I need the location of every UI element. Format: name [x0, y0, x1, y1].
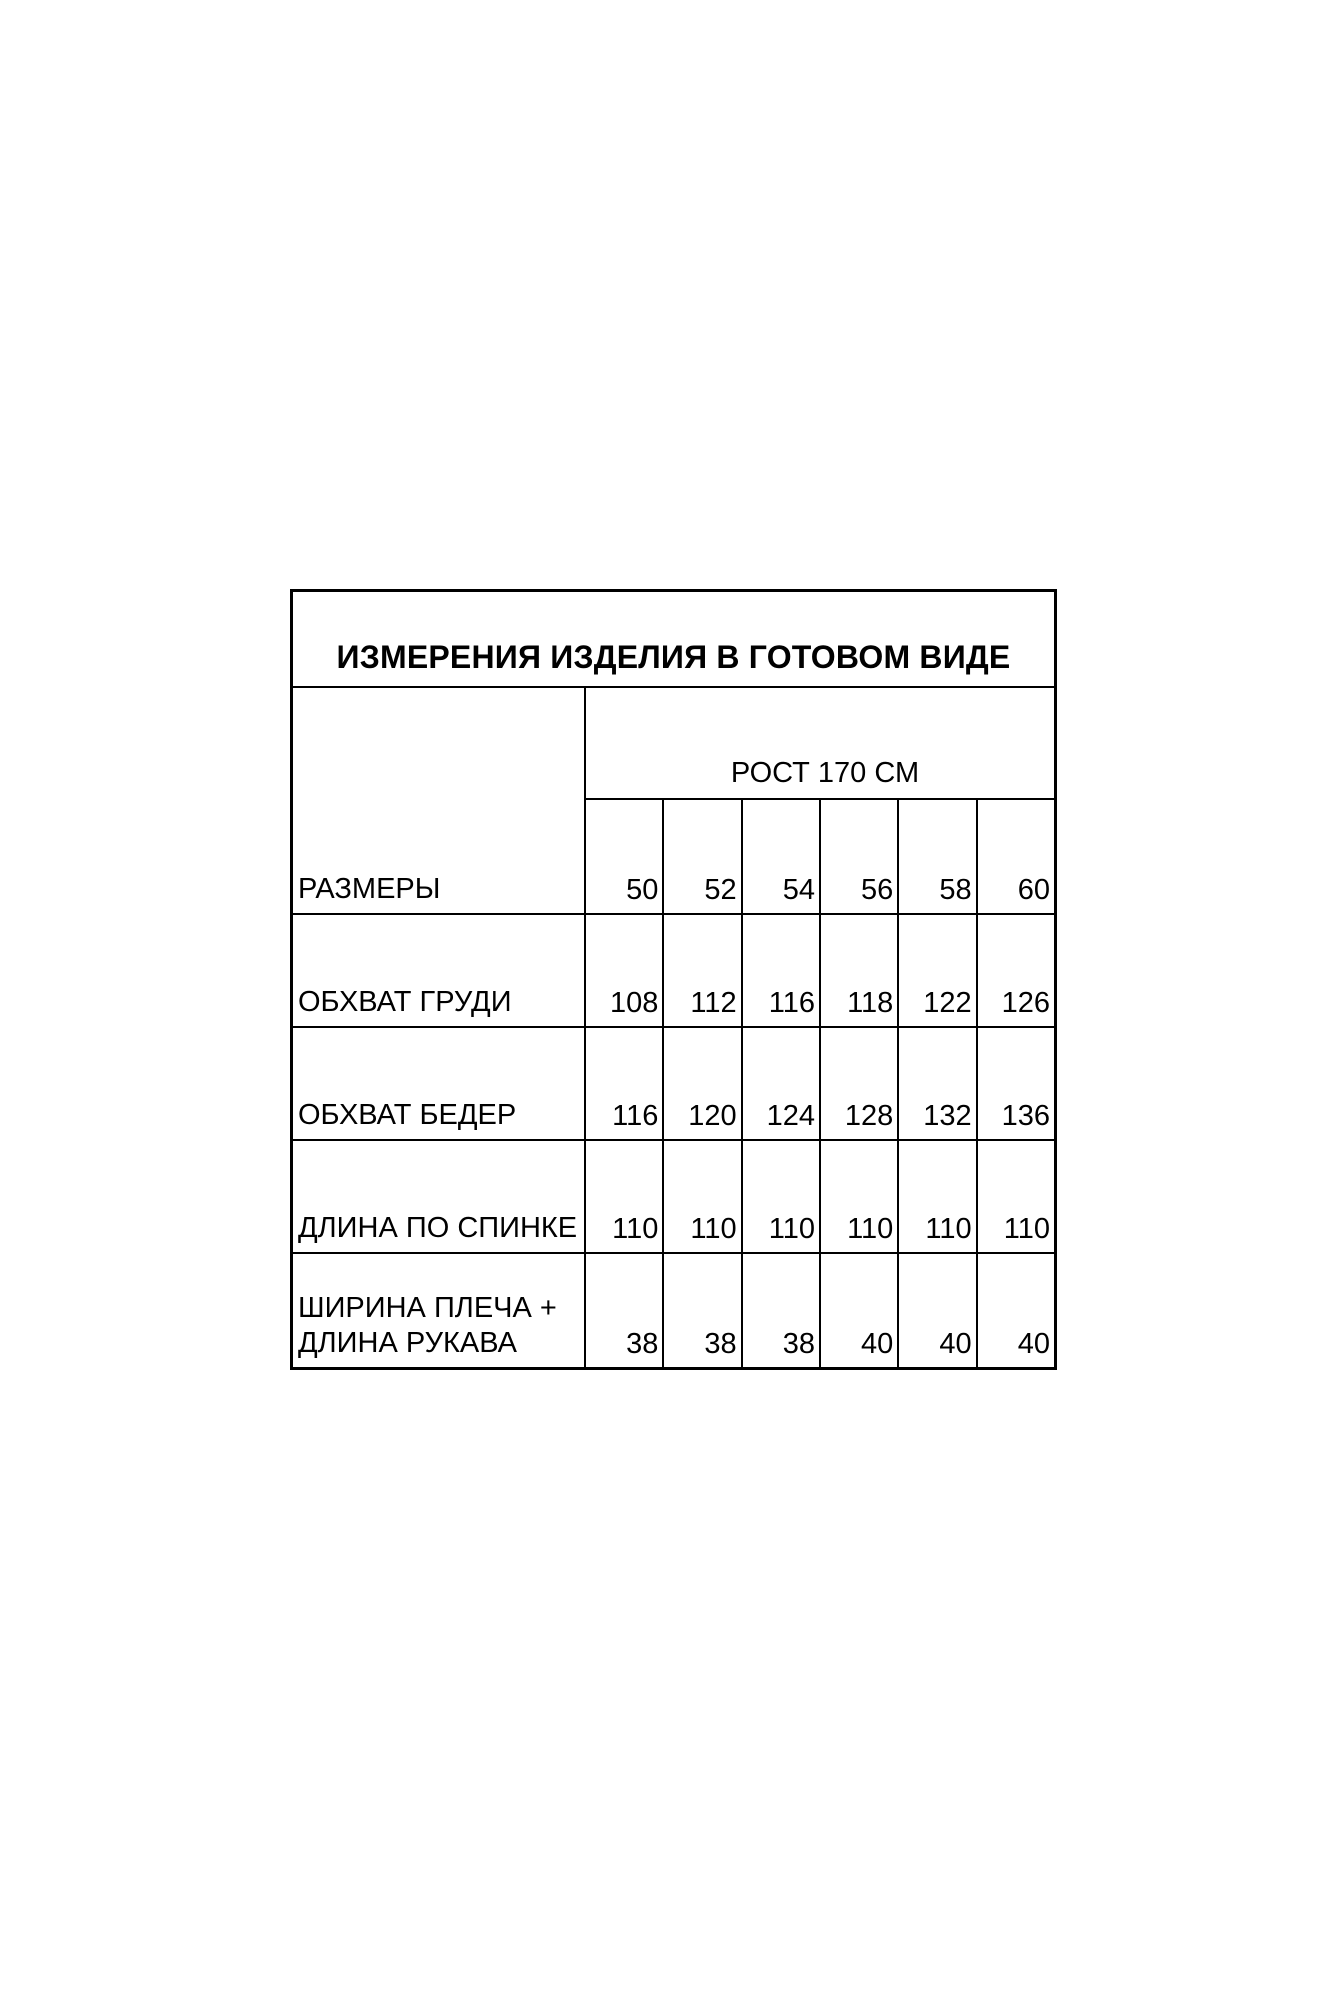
- value-cell: 110: [1003, 1213, 1050, 1245]
- size-cell: 50: [586, 800, 664, 913]
- value-cell: 132: [899, 1028, 977, 1139]
- value-cell: 116: [743, 915, 821, 1026]
- row-cells: [586, 915, 1054, 1026]
- row-label-line: ДЛИНА РУКАВА: [298, 1327, 517, 1360]
- row-cells: [586, 1028, 1054, 1139]
- value-cell: 38: [664, 1254, 742, 1367]
- size-cell: 52: [664, 800, 742, 913]
- value-cell: 40: [821, 1254, 899, 1367]
- row-label: ОБХВАТ БЕДЕР: [293, 1028, 586, 1139]
- value-cell: 112: [664, 915, 742, 1026]
- value-cell: 110: [821, 1141, 899, 1252]
- sizes-values: [586, 688, 1054, 913]
- value-cell: 110: [743, 1141, 821, 1252]
- value-cell: 116: [586, 1028, 664, 1139]
- value-cell: 38: [586, 1254, 664, 1367]
- size-chart-table: [290, 589, 1057, 1370]
- sizes-row: [293, 688, 1054, 915]
- value-cell: 110: [664, 1141, 742, 1252]
- value-cell: 128: [821, 1028, 899, 1139]
- value-cell: 118: [821, 915, 899, 1026]
- table-title: ИЗМЕРЕНИЯ ИЗДЕЛИЯ В ГОТОВОМ ВИДЕ: [336, 639, 1011, 675]
- value-cell: 136: [1001, 1100, 1050, 1132]
- value-cell: 110: [899, 1141, 977, 1252]
- value-cell: 122: [899, 915, 977, 1026]
- table-title-row: [293, 592, 1054, 688]
- table-row: [293, 1141, 1054, 1254]
- value-cell: 40: [899, 1254, 977, 1367]
- size-cell: 60: [1017, 874, 1050, 906]
- sizes-label: РАЗМЕРЫ: [293, 688, 586, 913]
- value-cell: 108: [586, 915, 664, 1026]
- table-row: [293, 915, 1054, 1028]
- height-label: РОСТ 170 СМ: [586, 688, 1054, 800]
- size-cell: 56: [821, 800, 899, 913]
- value-cell: 110: [586, 1141, 664, 1252]
- row-label-line: ШИРИНА ПЛЕЧА +: [298, 1292, 557, 1325]
- value-cell: 126: [1001, 987, 1050, 1019]
- row-cells: [586, 1141, 1054, 1252]
- value-cell: 120: [664, 1028, 742, 1139]
- value-cell: 124: [743, 1028, 821, 1139]
- row-label: ДЛИНА ПО СПИНКЕ: [293, 1141, 586, 1252]
- row-cells: [586, 1254, 1054, 1367]
- row-label: ОБХВАТ ГРУДИ: [293, 915, 586, 1026]
- sizes-cells: [586, 800, 1054, 913]
- table-row: [293, 1028, 1054, 1141]
- value-cell: 38: [743, 1254, 821, 1367]
- table-row: [293, 1254, 1054, 1367]
- size-cell: 58: [899, 800, 977, 913]
- row-label: [293, 1254, 586, 1367]
- value-cell: 40: [1017, 1328, 1050, 1360]
- size-cell: 54: [743, 800, 821, 913]
